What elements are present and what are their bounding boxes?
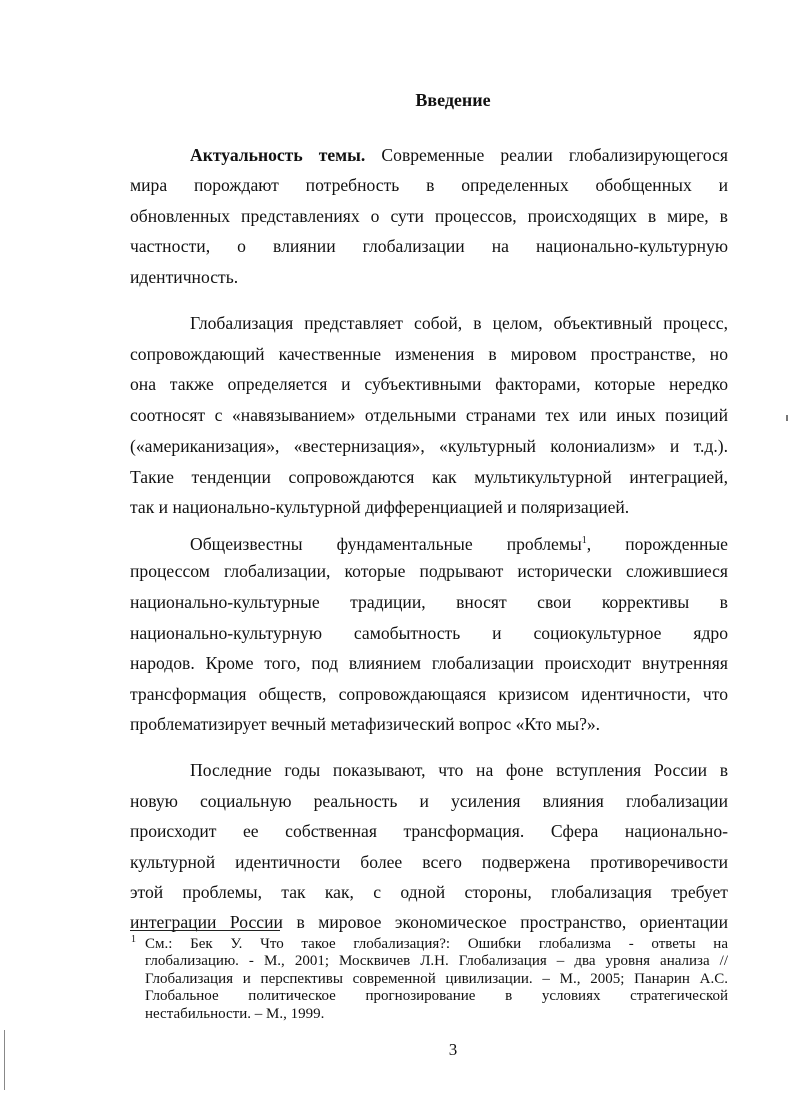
text-line: Последние годы показывают, что на фоне вступления России в (190, 760, 728, 780)
text-line: трансформация обществ, сопровождающаяся кризисом идентичности, что (130, 684, 728, 704)
scan-speck (786, 415, 788, 421)
text-line: Такие тенденции сопровождаются как мультикультурной интеграцией, (130, 467, 728, 487)
text-line: интеграции России в мировое экономическое пространство, ориентации (130, 912, 728, 932)
text-line: проблематизирует вечный метафизический вопрос «Кто мы?». (130, 714, 601, 734)
text-line: этой проблемы, так как, с одной стороны, глобализация требует (130, 882, 728, 902)
page-title: Введение (415, 90, 491, 110)
text-line: национально-культурные традиции, вносят свои коррективы в (130, 592, 728, 612)
text-line: Глобализация представляет собой, в целом, объективный процесс, (190, 313, 728, 333)
text-line: новую социальную реальность и усиления влияния глобализации (130, 791, 728, 811)
text-line: народов. Кроме того, под влиянием глобализации происходит внутренняя (130, 653, 728, 673)
text-line: идентичность. (130, 267, 239, 287)
text-line: частности, о влиянии глобализации на национально-культурную (130, 236, 728, 256)
footnote-line: нестабильности. – М., 1999. (145, 1006, 325, 1022)
text-line: Общеизвестны фундаментальные проблемы$^1$, порожденные (190, 533, 728, 554)
text-line: национально-культурную самобытность и социокультурное ядро (130, 623, 728, 643)
text-line: сопровождающий качественные изменения в мировом пространстве, но (130, 344, 728, 364)
footnote-line: Глобальное политическое прогнозирование в условиях стратегической (145, 988, 728, 1004)
scan-edge-mark (4, 1030, 5, 1090)
footnote-line: Глобализация и перспективы современной цивилизации. – М., 2005; Панарин А.С. (145, 971, 728, 987)
text-line: культурной идентичности более всего подвержена противоречивости (130, 852, 728, 872)
footnote-mark: 1 (131, 934, 136, 945)
section-lead: Актуальность темы. (190, 145, 366, 165)
text-line: происходит ее собственная трансформация. Сфера национально- (130, 821, 728, 841)
text-line: так и национально-культурной дифференциацией и поляризацией. (130, 497, 630, 517)
footnote-separator (130, 930, 280, 931)
footnote-ref[interactable]: 1 (581, 535, 587, 546)
text-line: мира порождают потребность в определенных обобщенных и (130, 175, 728, 195)
text-line: обновленных представлениях о сути процессов, происходящих в мире, в (130, 206, 728, 226)
text-line: соотносят с «навязыванием» отдельными странами тех или иных позиций (130, 405, 728, 425)
text-line: процессом глобализации, которые подрывают исторически сложившиеся (130, 561, 728, 581)
page-number: 3 (448, 1040, 458, 1059)
text-line: Актуальность темы. Современные реалии глобализирующегося (190, 145, 728, 165)
footnote-line: См.: Бек У. Что такое глобализация?: Ошибки глобализма - ответы на (145, 936, 728, 952)
footnote-line: глобализацию. - М., 2001; Москвичев Л.Н. Глобализация – два уровня анализа // (145, 953, 728, 969)
text-line: она также определяется и субъективными факторами, которые нередко (130, 374, 728, 394)
text-line: («американизация», «вестернизация», «культурный колониализм» и т.д.). (130, 436, 728, 456)
